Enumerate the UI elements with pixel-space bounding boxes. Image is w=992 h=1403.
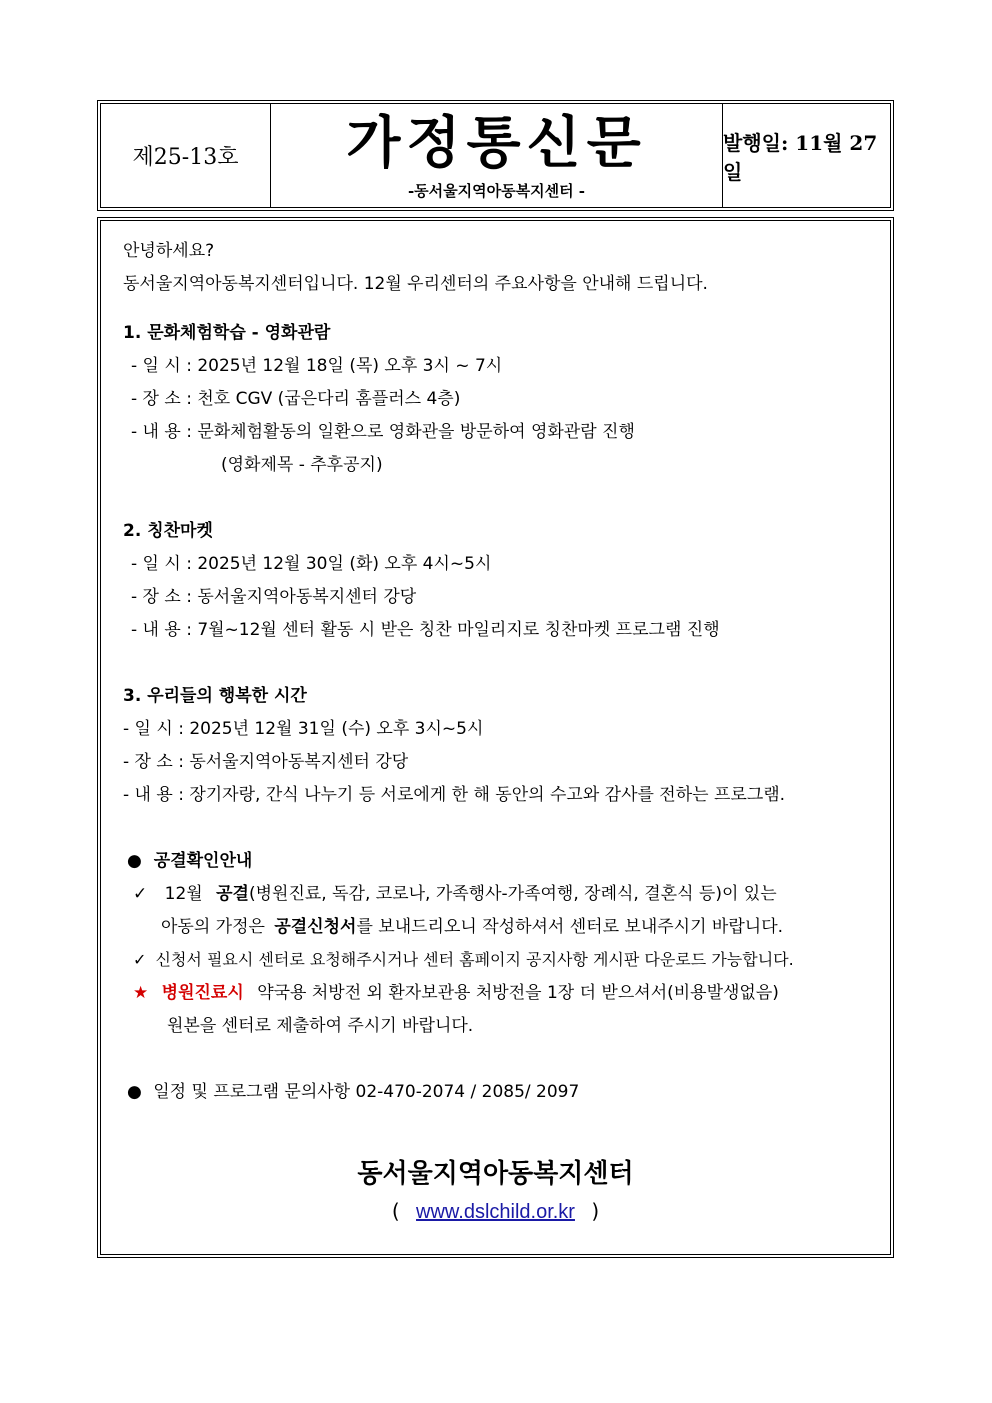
section2-date: - 일 시 : 2025년 12월 30일 (화) 오후 4시~5시 — [131, 554, 492, 574]
notice-heading — [127, 850, 252, 872]
page-title: 가정통신문 — [346, 110, 647, 176]
section2-place: - 장 소 : 동서울지역아동복지센터 강당 — [131, 587, 417, 607]
notice-item3 — [133, 982, 779, 1004]
paren-close: ) — [591, 1199, 600, 1223]
check-icon: ✓ — [133, 884, 148, 904]
issue-number: 제25-13호 — [101, 104, 271, 207]
notice-item3-post: 약국용 처방전 외 환자보관용 처방전을 1장 더 받으셔서(비용발생없음) — [257, 983, 779, 1003]
notice-item1-line2-post: 를 보내드리오니 작성하셔서 센터로 보내주시기 바랍니다. — [356, 917, 784, 937]
paren-open: ( — [391, 1199, 400, 1223]
bullet-icon: ● — [127, 1082, 142, 1102]
section1-content: - 내 용 : 문화체험활동의 일환으로 영화관을 방문하여 영화관람 진행 — [131, 422, 635, 442]
notice-item1-bold: 공결 — [216, 884, 249, 904]
section3-place: - 장 소 : 동서울지역아동복지센터 강당 — [123, 752, 409, 772]
notice-item2 — [133, 949, 794, 971]
notice-item1-post: (병원진료, 독감, 코로나, 가족행사-가족여행, 장례식, 결혼식 등)이 있는 — [248, 884, 777, 904]
section3-content: - 내 용 : 장기자랑, 간식 나누기 등 서로에게 한 해 동안의 수고와 감사를 전하는 프로그램. — [123, 785, 786, 805]
section1-date: - 일 시 : 2025년 12월 18일 (목) 오후 3시 ~ 7시 — [131, 356, 503, 376]
title-cell — [271, 104, 723, 207]
notice-item1-pre: 12월 — [164, 884, 203, 904]
notice-item3-line2: 원본을 센터로 제출하여 주시기 바랍니다. — [167, 1016, 474, 1036]
section1-title: 1. 문화체험학습 - 영화관람 — [123, 323, 331, 343]
header-inner — [100, 103, 891, 208]
body-inner — [100, 220, 891, 1255]
header-table — [97, 100, 894, 211]
notice-item2-text: 신청서 필요시 센터로 요청해주시거나 센터 홈페이지 공지사항 게시판 다운로드 가능합니다. — [155, 950, 794, 969]
issue-date: 발행일: 11월 27일 — [723, 130, 878, 184]
footer-org: 동서울지역아동복지센터 — [357, 1159, 634, 1189]
section1-content2: (영화제목 - 추후공지) — [221, 455, 383, 475]
notice-title: 공결확인안내 — [153, 851, 253, 871]
star-icon: ★ — [133, 983, 149, 1003]
intro-line: 동서울지역아동복지센터입니다. 12월 우리센터의 주요사항을 안내해 드립니다. — [123, 274, 708, 294]
footer-url-line — [101, 1199, 890, 1224]
greeting: 안녕하세요? — [123, 241, 215, 261]
contact-text: 일정 및 프로그램 문의사항 02-470-2074 / 2085/ 2097 — [153, 1082, 580, 1102]
notice-item1-line2-pre: 아동의 가정은 — [161, 917, 265, 937]
page-subtitle: -동서울지역아동복지센터 - — [407, 182, 586, 200]
section3-date: - 일 시 : 2025년 12월 31일 (수) 오후 3시~5시 — [123, 719, 484, 739]
notice-item1-line2 — [161, 916, 783, 938]
section1-place: - 장 소 : 천호 CGV (굽은다리 홈플러스 4층) — [131, 389, 461, 409]
notice-item3-red: 병원진료시 — [161, 983, 244, 1003]
section2-content: - 내 용 : 7월~12월 센터 활동 시 받은 칭찬 마일리지로 칭찬마켓 프로그램 진행 — [131, 620, 720, 640]
section2-title: 2. 칭찬마켓 — [123, 521, 213, 541]
website-link[interactable]: www.dslchild.or.kr — [416, 1201, 575, 1223]
contact-line — [127, 1081, 579, 1103]
notice-item1-line2-bold: 공결신청서 — [274, 917, 357, 937]
notice-item1 — [133, 883, 777, 905]
section3-title: 3. 우리들의 행복한 시간 — [123, 686, 307, 706]
bullet-icon: ● — [127, 851, 142, 871]
check-icon: ✓ — [133, 950, 147, 969]
body-box — [97, 217, 894, 1258]
